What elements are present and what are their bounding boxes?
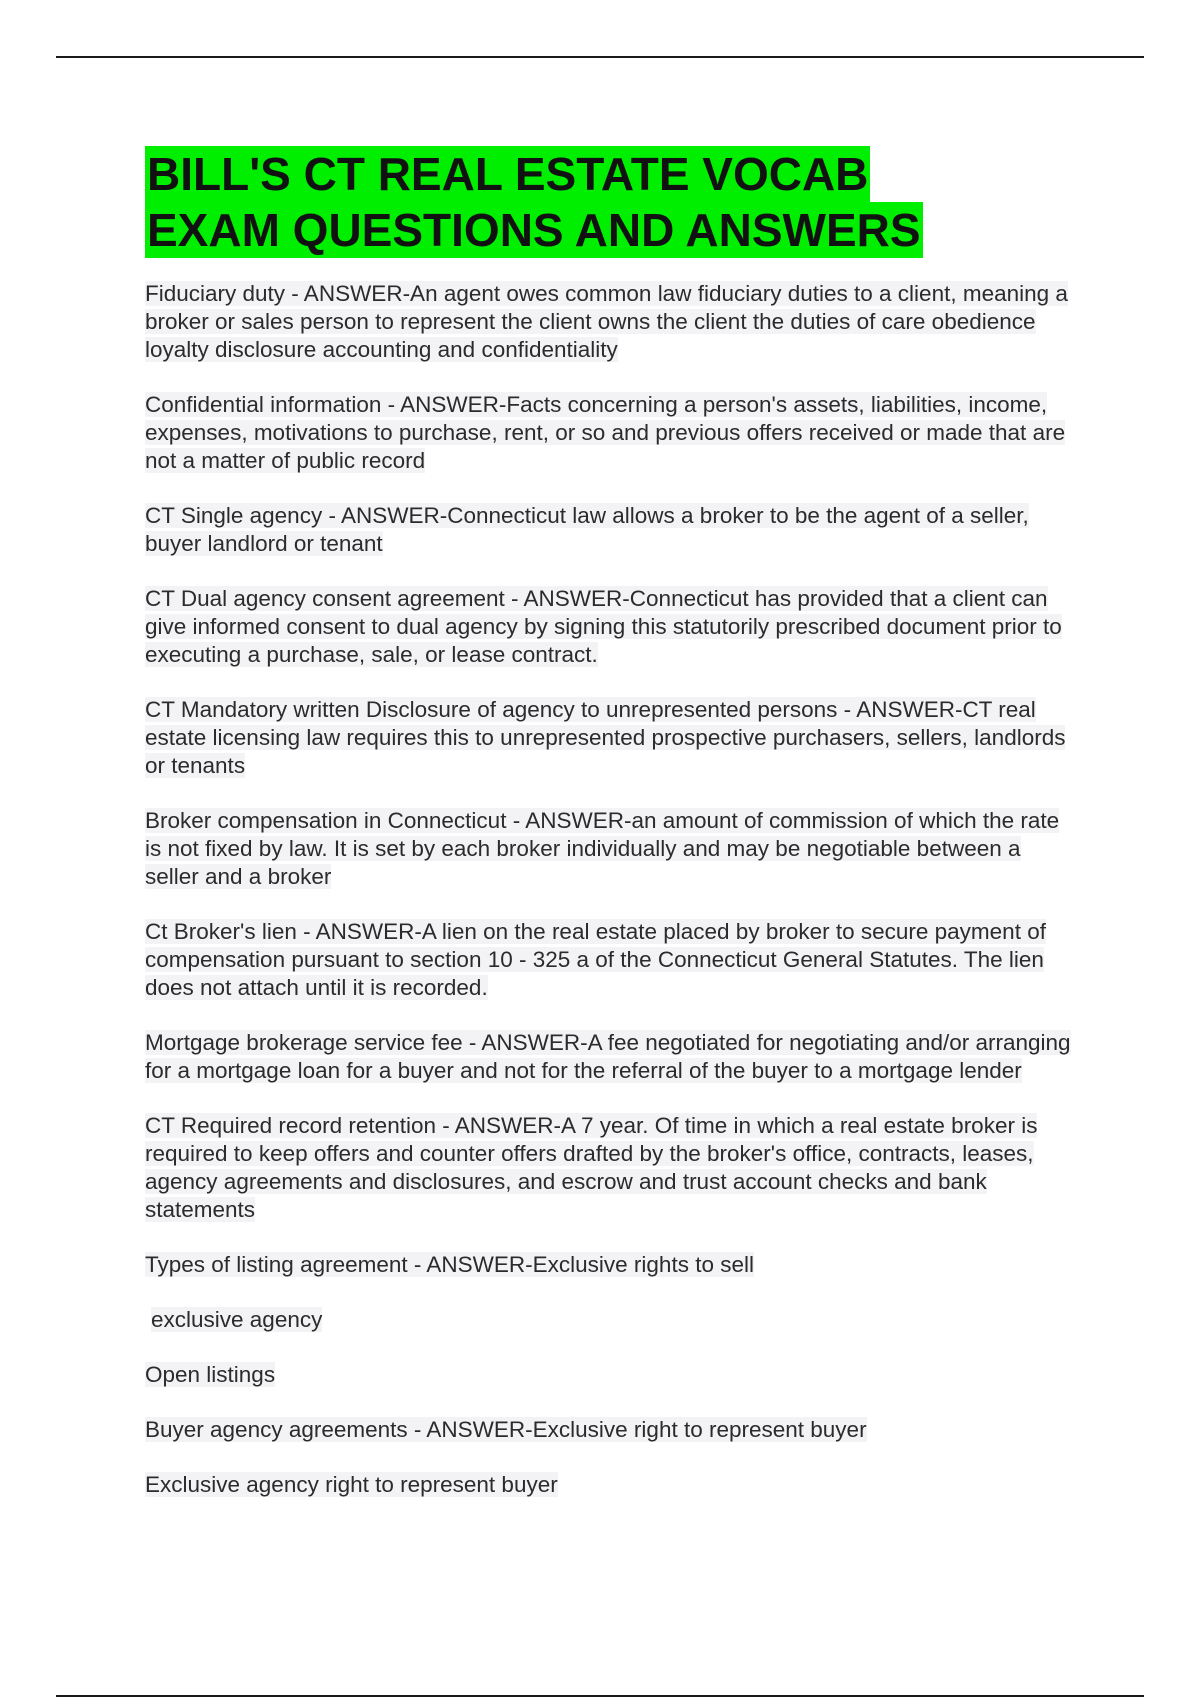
qa-entry	[145, 1361, 1075, 1389]
bottom-rule	[56, 1695, 1144, 1697]
entry-text: CT Required record retention - ANSWER-A 7 year. Of time in which a real estate broker is required to keep offers and counter offers drafted by the broker's office, contracts, leases, agency agreements and disclosures, and escrow and trust account checks and bank statements	[145, 1113, 1038, 1222]
document-title	[145, 146, 1075, 258]
top-rule	[56, 56, 1144, 58]
entry-text: Open listings	[145, 1362, 276, 1387]
entry-text: Buyer agency agreements - ANSWER-Exclusive right to represent buyer	[145, 1417, 867, 1442]
title-line: BILL'S CT REAL ESTATE VOCAB	[147, 148, 869, 200]
qa-entry	[145, 1306, 1075, 1334]
qa-entry	[145, 696, 1075, 780]
entry-text: exclusive agency	[151, 1307, 323, 1332]
qa-entry	[145, 585, 1075, 669]
qa-entry	[145, 502, 1075, 558]
qa-entry	[145, 1251, 1075, 1279]
entry-text: CT Mandatory written Disclosure of agency to unrepresented persons - ANSWER-CT real estate licensing law requires this to unrepresented prospective purchasers, sellers, landlords or tenants	[145, 697, 1066, 778]
entry-text: CT Dual agency consent agreement - ANSWER-Connecticut has provided that a client can give informed consent to dual agency by signing this statutorily prescribed document prior to executing a purchase, sale, or lease contract.	[145, 586, 1062, 667]
entry-text: Exclusive agency right to represent buyer	[145, 1472, 558, 1497]
entry-text: Ct Broker's lien - ANSWER-A lien on the real estate placed by broker to secure payment of compensation pursuant to section 10 - 325 a of the Connecticut General Statutes. The lien does not attach until it is recorded.	[145, 919, 1046, 1000]
qa-entry	[145, 1416, 1075, 1444]
entry-text: CT Single agency - ANSWER-Connecticut law allows a broker to be the agent of a seller, buyer landlord or tenant	[145, 503, 1029, 556]
entry-text: Broker compensation in Connecticut - ANSWER-an amount of commission of which the rate is not fixed by law. It is set by each broker individually and may be negotiable between a seller and a broker	[145, 808, 1060, 889]
entry-text: Confidential information - ANSWER-Facts concerning a person's assets, liabilities, income, expenses, motivations to purchase, rent, or so and previous offers received or made that are not a matter of public record	[145, 392, 1066, 473]
qa-entry	[145, 1029, 1075, 1085]
qa-entry	[145, 280, 1075, 364]
entry-text: Types of listing agreement - ANSWER-Exclusive rights to sell	[145, 1252, 754, 1277]
qa-entry	[145, 391, 1075, 475]
qa-entry	[145, 1471, 1075, 1499]
document-body	[145, 146, 1075, 1526]
qa-entry	[145, 807, 1075, 891]
qa-entry	[145, 1112, 1075, 1224]
entry-text: Fiduciary duty - ANSWER-An agent owes common law fiduciary duties to a client, meaning a broker or sales person to represent the client owns the client the duties of care obedience loyalty disclosure accounting and confidentiality	[145, 281, 1068, 362]
qa-entry	[145, 918, 1075, 1002]
entry-text: Mortgage brokerage service fee - ANSWER-A fee negotiated for negotiating and/or arranging for a mortgage loan for a buyer and not for the referral of the buyer to a mortgage lender	[145, 1030, 1071, 1083]
title-line: EXAM QUESTIONS AND ANSWERS	[147, 204, 921, 256]
